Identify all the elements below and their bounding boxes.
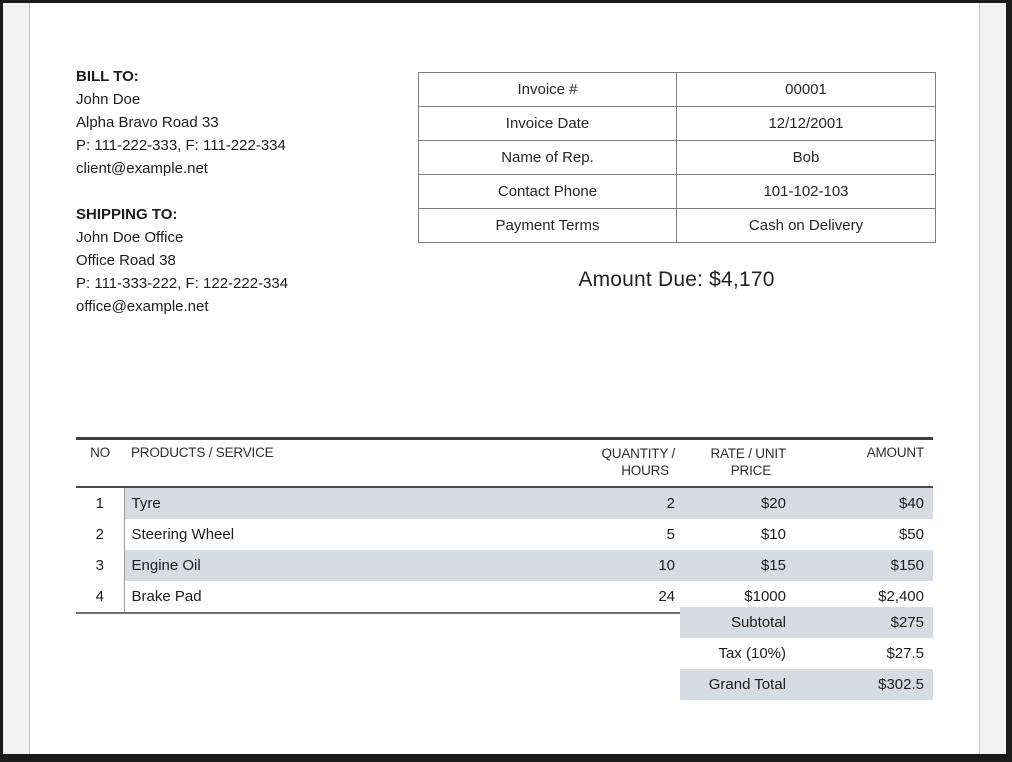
address-section	[76, 65, 288, 318]
tax-row	[680, 638, 933, 669]
item-row	[76, 519, 933, 550]
item-amount: $40	[787, 487, 933, 519]
item-quantity: 24	[563, 581, 675, 613]
rate-header-line1: RATE / UNIT	[710, 446, 786, 461]
shipping-to-street: Office Road 38	[76, 252, 176, 269]
col-header-amount: AMOUNT	[787, 439, 933, 488]
item-product: Tyre	[124, 487, 563, 519]
col-header-product: PRODUCTS / SERVICE	[124, 439, 563, 488]
shipping-to-email: office@example.net	[76, 298, 209, 315]
bill-to-block	[76, 65, 288, 180]
total-label: Tax (10%)	[718, 645, 786, 662]
item-rate: $1000	[675, 581, 787, 613]
item-amount: $150	[787, 550, 933, 581]
row-label: Contact Phone	[419, 175, 677, 209]
item-no: 3	[76, 550, 124, 581]
amount-due: Amount Due: $4,170	[578, 268, 775, 291]
payment-terms-row	[419, 209, 936, 243]
bill-to-name: John Doe	[76, 91, 141, 108]
item-product: Steering Wheel	[131, 526, 235, 543]
total-value: $275	[786, 607, 933, 638]
row-label: Name of Rep.	[419, 141, 677, 175]
item-no: 2	[76, 519, 124, 550]
row-label: Invoice #	[419, 73, 677, 107]
bill-to-label: BILL TO:	[76, 68, 139, 85]
total-label: Subtotal	[680, 607, 786, 638]
item-row	[76, 487, 933, 519]
item-rate: $15	[675, 550, 787, 581]
right-margin-strip	[979, 3, 1006, 754]
left-margin-strip	[3, 3, 30, 754]
row-value: 101-102-103	[677, 175, 936, 209]
item-no: 4	[76, 581, 124, 613]
item-rate: $20	[675, 487, 787, 519]
item-quantity: 10	[563, 550, 675, 581]
row-label: Payment Terms	[419, 209, 677, 243]
quantity-header-line1: QUANTITY /	[601, 446, 675, 461]
invoice-number-row	[419, 73, 936, 107]
items-table	[76, 437, 933, 614]
total-value: $302.5	[786, 669, 933, 700]
shipping-to-phone-fax: P: 111-333-222, F: 122-222-334	[76, 275, 289, 292]
row-value: Cash on Delivery	[677, 209, 936, 243]
bill-to-email: client@example.net	[76, 160, 208, 177]
item-product: Engine Oil	[124, 550, 563, 581]
item-row	[76, 550, 933, 581]
quantity-header-line2: HOURS	[621, 463, 669, 478]
item-amount: $2,400	[787, 581, 933, 613]
bill-to-phone-fax: P: 111-222-333, F: 111-222-334	[76, 137, 286, 154]
items-header-row	[76, 439, 933, 488]
col-header-no: NO	[76, 439, 124, 488]
rep-name-row	[419, 141, 936, 175]
item-rate: $10	[760, 526, 786, 543]
item-quantity: 2	[563, 487, 675, 519]
contact-phone-row	[419, 175, 936, 209]
totals-table	[680, 607, 933, 700]
shipping-to-label: SHIPPING TO:	[76, 206, 178, 223]
shipping-to-block	[76, 203, 288, 318]
row-label: Invoice Date	[419, 107, 677, 141]
row-value: Bob	[677, 141, 936, 175]
item-no: 1	[76, 487, 124, 519]
col-header-quantity	[563, 439, 675, 488]
total-value: $27.5	[886, 645, 924, 662]
total-label: Grand Total	[680, 669, 786, 700]
grand-total-row	[680, 669, 933, 700]
item-quantity: 5	[666, 526, 675, 543]
shipping-to-name: John Doe Office	[76, 229, 184, 246]
subtotal-row	[680, 607, 933, 638]
item-product: Brake Pad	[124, 581, 563, 613]
row-value: 12/12/2001	[677, 107, 936, 141]
bill-to-street: Alpha Bravo Road 33	[76, 114, 219, 131]
row-value: 00001	[677, 73, 936, 107]
invoice-info-table	[418, 72, 936, 243]
col-header-rate	[675, 439, 787, 488]
invoice-date-row	[419, 107, 936, 141]
item-amount: $50	[898, 526, 924, 543]
rate-header-line2: PRICE	[730, 463, 771, 478]
